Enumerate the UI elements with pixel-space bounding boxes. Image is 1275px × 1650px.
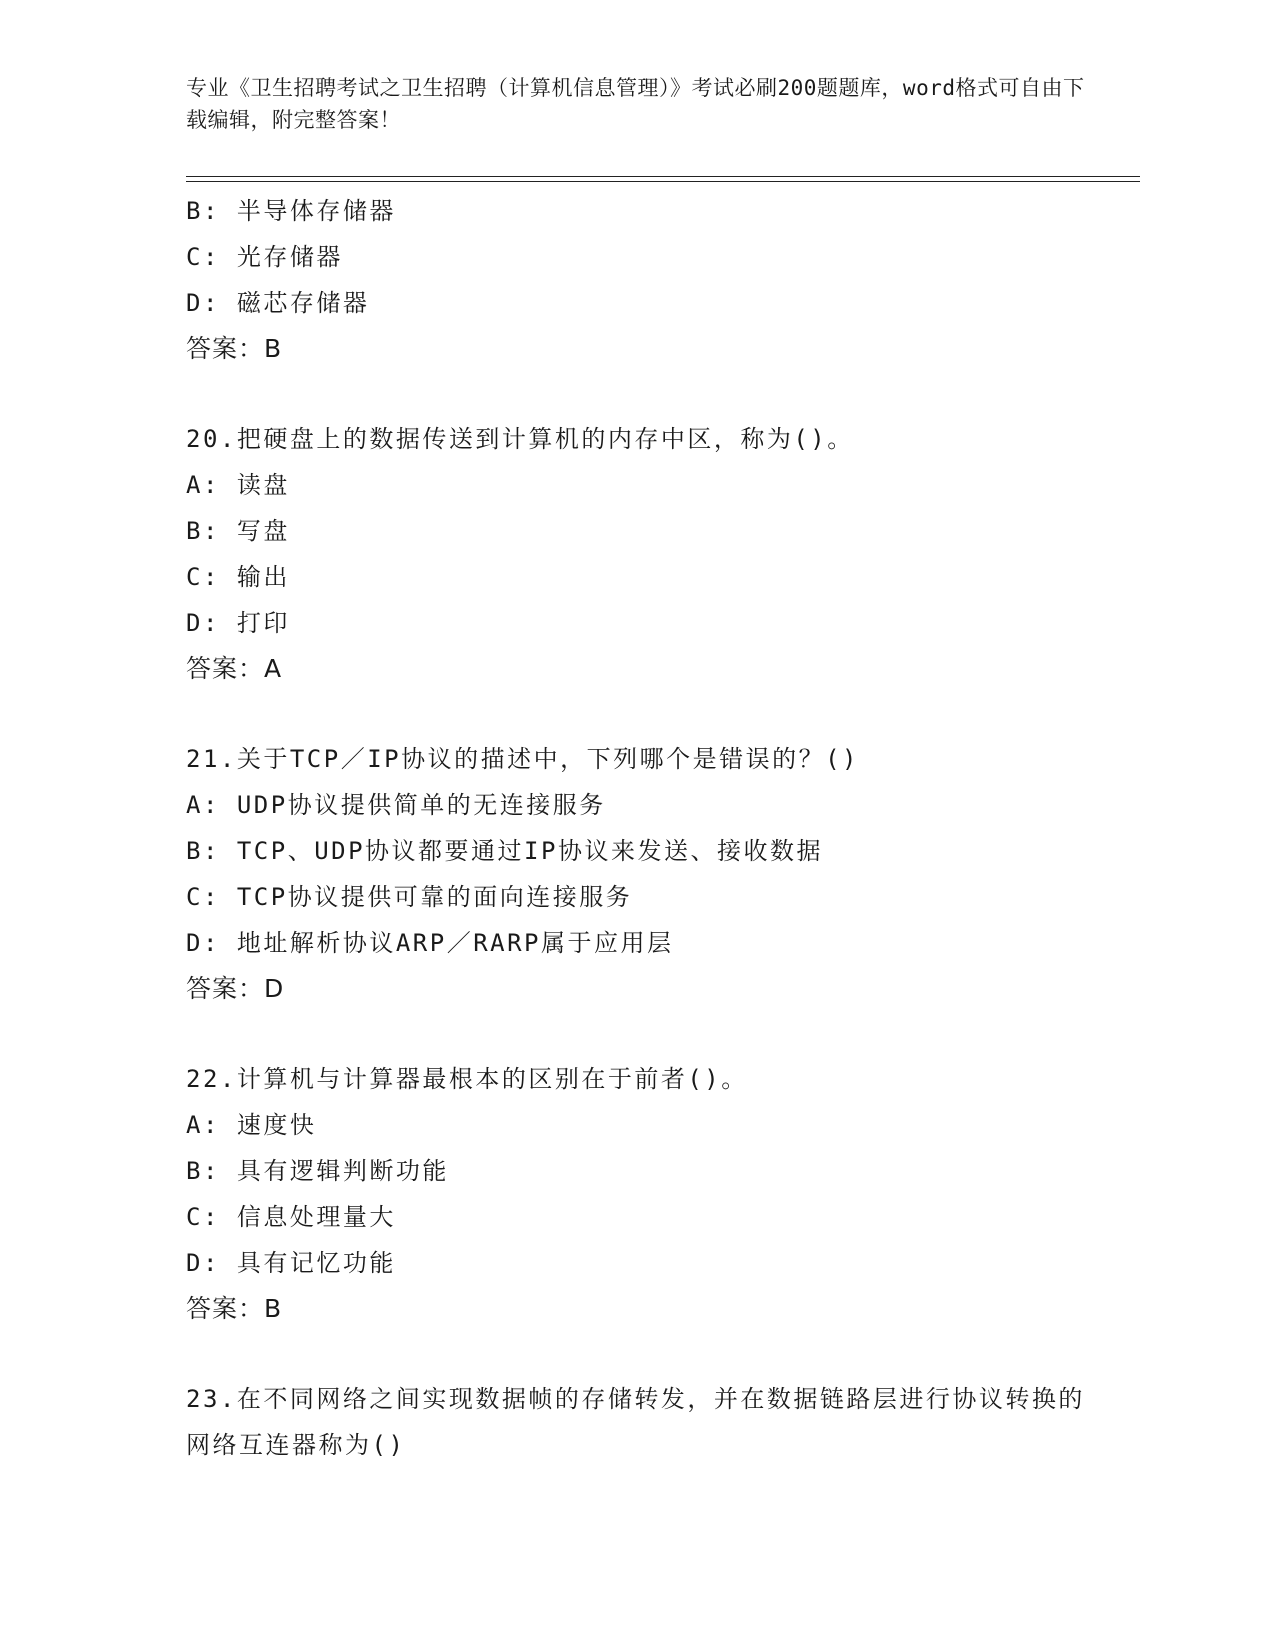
question-stem: 21.关于TCP／IP协议的描述中，下列哪个是错误的？() — [186, 745, 859, 773]
question-block — [186, 736, 1106, 1012]
option-d: D: 打印 — [186, 609, 290, 637]
answer-line: 答案：A — [186, 654, 283, 683]
answer-line: 答案：B — [186, 1294, 283, 1323]
option-d: D: 具有记忆功能 — [186, 1249, 396, 1277]
question-block — [186, 1056, 1106, 1332]
question-block — [186, 188, 1106, 372]
question-block — [186, 416, 1106, 692]
option-a: A: 速度快 — [186, 1111, 317, 1139]
question-stem: 20.把硬盘上的数据传送到计算机的内存中区，称为()。 — [186, 425, 854, 453]
option-b: B: 半导体存储器 — [186, 197, 396, 225]
header-divider-top — [186, 176, 1140, 177]
option-c: C: 光存储器 — [186, 243, 343, 271]
question-list — [186, 188, 1106, 1468]
option-c: C: TCP协议提供可靠的面向连接服务 — [186, 883, 633, 911]
option-b: B: 写盘 — [186, 517, 290, 545]
header-divider-bottom — [186, 181, 1140, 182]
answer-line: 答案：B — [186, 334, 283, 363]
option-a: A: UDP协议提供简单的无连接服务 — [186, 791, 606, 819]
option-a: A: 读盘 — [186, 471, 290, 499]
option-d: D: 磁芯存储器 — [186, 289, 370, 317]
option-d: D: 地址解析协议ARP／RARP属于应用层 — [186, 929, 674, 957]
question-stem: 23.在不同网络之间实现数据帧的存储转发，并在数据链路层进行协议转换的网络互连器称为() — [186, 1385, 1085, 1459]
option-c: C: 信息处理量大 — [186, 1203, 396, 1231]
option-b: B: TCP、UDP协议都要通过IP协议来发送、接收数据 — [186, 837, 823, 865]
option-b: B: 具有逻辑判断功能 — [186, 1157, 449, 1185]
option-c: C: 输出 — [186, 563, 290, 591]
document-header: 专业《卫生招聘考试之卫生招聘（计算机信息管理）》考试必刷200题题库，word格式可自由下载编辑，附完整答案！ — [186, 76, 1085, 132]
answer-line: 答案：D — [186, 974, 285, 1003]
question-stem: 22.计算机与计算器最根本的区别在于前者()。 — [186, 1065, 748, 1093]
question-block — [186, 1376, 1106, 1468]
